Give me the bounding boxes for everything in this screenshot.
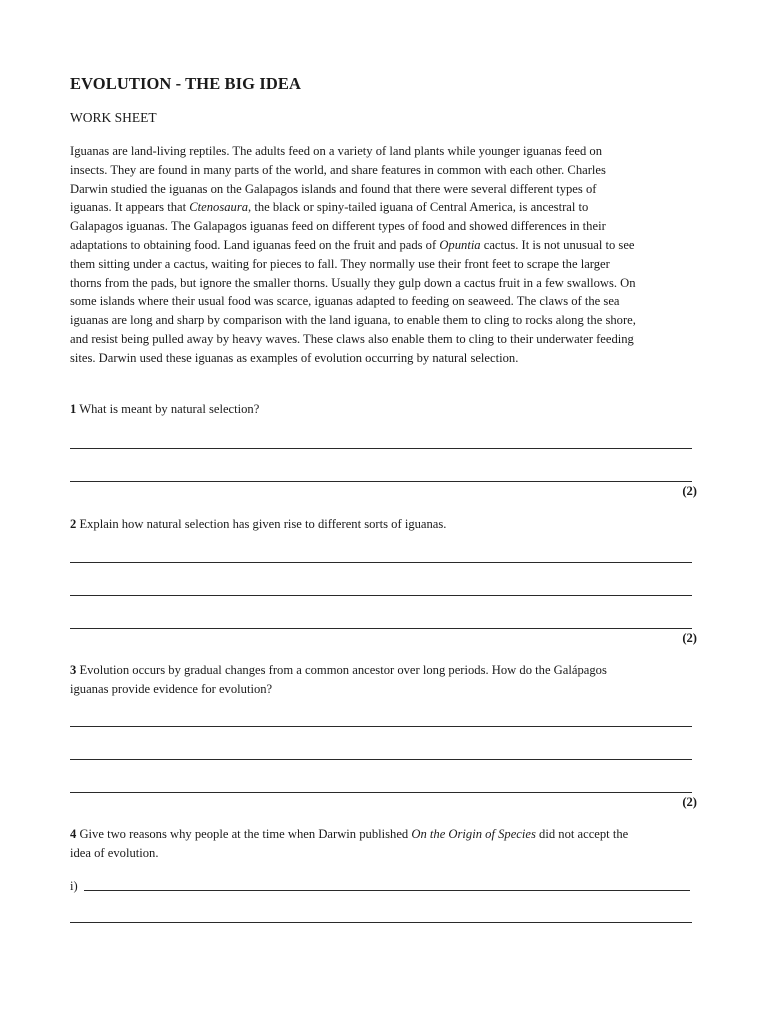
answer-line[interactable] (70, 759, 692, 760)
question-number: 1 (70, 402, 77, 416)
worksheet-subtitle: WORK SHEET (70, 110, 157, 125)
question-number: 3 (70, 663, 77, 677)
cactus-name-italic: Opuntia (439, 237, 481, 252)
page-title: EVOLUTION - THE BIG IDEA (70, 74, 301, 93)
marks-label: (2) (682, 484, 697, 498)
intro-text: adaptations to obtaining food. Land iguanas feed on the fruit and pads of (70, 237, 440, 252)
answer-line[interactable] (70, 922, 692, 923)
answer-line[interactable] (70, 792, 692, 793)
marks-label: (2) (682, 631, 697, 645)
intro-line: sites. Darwin used these iguanas as examples of evolution occurring by natural selection. (70, 350, 519, 365)
intro-line: Darwin studied the iguanas on the Galapagos islands and found that there were several different types of (70, 181, 597, 196)
question-number: 4 (70, 827, 77, 841)
intro-line: Galapagos iguanas. The Galapagos iguanas feed on different types of food and showed differences in their (70, 219, 606, 234)
question-text: idea of evolution. (70, 845, 159, 860)
answer-rule[interactable] (84, 890, 690, 891)
answer-line[interactable] (70, 628, 692, 629)
answer-line[interactable] (70, 726, 692, 727)
intro-text: iguanas. It appears that (70, 200, 190, 215)
question-number: 2 (70, 517, 77, 531)
answer-line[interactable] (70, 481, 692, 482)
question-1 (70, 400, 696, 419)
book-title-italic: On the Origin of Species (411, 827, 536, 841)
intro-line (70, 198, 696, 217)
intro-line: thorns from the pads, but ignore the smaller thorns. Usually they gulp down a cactus fruit in a few swallows. On (70, 275, 636, 290)
question-prompt: did not accept the (535, 827, 629, 841)
intro-line (70, 236, 696, 255)
question-prompt: Evolution occurs by gradual changes from a common ancestor over long periods. How do the Galápagos (76, 663, 607, 677)
question-prompt: What is meant by natural selection? (76, 402, 260, 416)
intro-paragraph (70, 142, 696, 368)
question-text (70, 400, 696, 419)
intro-line: and resist being pulled away by heavy waves. These claws also enable them to cling to their underwater feeding (70, 331, 634, 346)
answer-line-i[interactable] (70, 877, 692, 891)
question-prompt: Give two reasons why people at the time when Darwin published (76, 827, 412, 841)
intro-line: Iguanas are land-living reptiles. The adults feed on a variety of land plants while younger iguanas feed on (70, 144, 603, 158)
answer-line[interactable] (70, 562, 692, 563)
intro-text: cactus. It is not unusual to see (480, 237, 635, 252)
question-text (70, 515, 696, 534)
question-3 (70, 661, 696, 699)
intro-text: , the black or spiny-tailed iguana of Central America, is ancestral to (248, 200, 589, 215)
intro-line: insects. They are found in many parts of the world, and share features in common with each other. Charles (70, 162, 606, 177)
question-2 (70, 515, 696, 534)
question-text (70, 661, 696, 680)
species-name-italic: Ctenosaura (189, 200, 249, 215)
answer-prefix: i) (70, 879, 78, 893)
answer-line[interactable] (70, 448, 692, 449)
intro-line: iguanas are long and sharp by comparison with the land iguana, to enable them to cling to rocks along the shore, (70, 313, 636, 328)
question-prompt: Explain how natural selection has given rise to different sorts of iguanas. (76, 517, 447, 531)
answer-line[interactable] (70, 595, 692, 596)
question-text (70, 825, 696, 844)
intro-line: them sitting under a cactus, waiting for pieces to fall. They normally use their front feet to scrape the larger (70, 256, 610, 271)
marks-label: (2) (682, 795, 697, 809)
intro-line: some islands where their usual food was scarce, iguanas adapted to feeding on seaweed. The claws of the sea (70, 294, 620, 309)
question-4 (70, 825, 696, 863)
question-text: iguanas provide evidence for evolution? (70, 681, 273, 696)
